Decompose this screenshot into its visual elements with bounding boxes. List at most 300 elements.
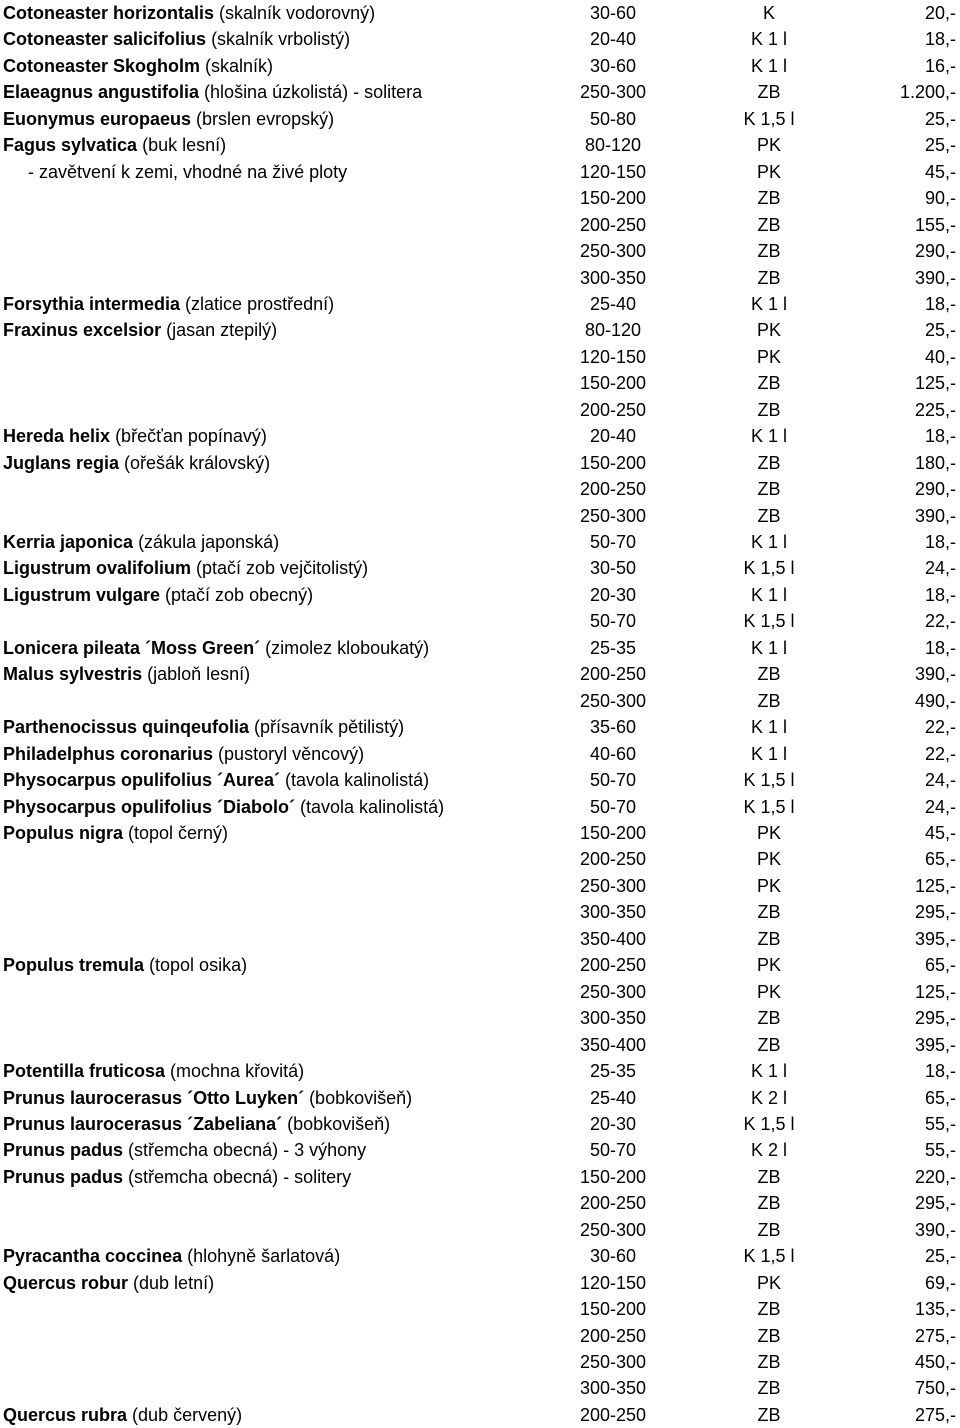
plant-price: 295,-	[914, 1193, 956, 1214]
plant-packaging: ZB	[757, 1404, 781, 1425]
plant-price: 390,-	[914, 505, 956, 526]
plant-packaging: PK	[756, 135, 781, 156]
plant-price: 22,-	[924, 717, 956, 738]
plant-price: 18,-	[924, 584, 956, 605]
plant-price: 55,-	[924, 1140, 956, 1161]
plant-size: 120-150	[579, 161, 647, 182]
plant-size: 350-400	[579, 1034, 647, 1055]
plant-packaging: PK	[756, 1272, 781, 1293]
plant-size: 30-60	[589, 55, 637, 76]
plant-name	[3, 767, 429, 793]
plant-size: 350-400	[579, 928, 647, 949]
plant-packaging: ZB	[757, 399, 781, 420]
price-row	[0, 1296, 960, 1322]
plant-price: 18,-	[924, 637, 956, 658]
plant-size: 300-350	[579, 1378, 647, 1399]
plant-size: 25-35	[589, 637, 637, 658]
price-row	[0, 899, 960, 925]
plant-price: 25,-	[924, 108, 956, 129]
plant-price: 18,-	[924, 1061, 956, 1081]
plant-size: 20-30	[589, 584, 637, 605]
plant-name	[3, 132, 226, 158]
plant-size: 250-300	[579, 981, 647, 1002]
plant-common-name: (bobkovišeň)	[282, 1113, 391, 1134]
plant-price: 25,-	[924, 1246, 956, 1267]
plant-common-name: (střemcha obecná) - 3 výhony	[123, 1140, 367, 1161]
plant-size: 120-150	[579, 1272, 647, 1293]
price-row	[0, 423, 960, 449]
plant-latin-name: Populus nigra	[3, 822, 124, 843]
plant-common-name: (mochna křovitá)	[165, 1061, 305, 1081]
plant-latin-name: Cotoneaster horizontalis	[3, 3, 215, 23]
plant-name	[3, 1058, 304, 1084]
plant-latin-name: Ligustrum vulgare	[3, 584, 161, 605]
plant-name	[3, 1402, 242, 1428]
price-row	[0, 820, 960, 846]
plant-name	[3, 582, 313, 608]
plant-price: 125,-	[914, 981, 956, 1002]
plant-price: 1.200,-	[899, 82, 956, 103]
plant-name	[3, 794, 444, 820]
price-row	[0, 1243, 960, 1269]
plant-latin-name: Cotoneaster salicifolius	[3, 29, 207, 50]
plant-common-name: - zavětvení k zemi, vhodné na živé ploty	[28, 161, 348, 182]
plant-price: 135,-	[914, 1299, 956, 1319]
price-row	[0, 979, 960, 1005]
plant-price: 395,-	[914, 1034, 956, 1055]
price-row	[0, 79, 960, 105]
plant-price: 25,-	[924, 135, 956, 156]
plant-size: 300-350	[579, 267, 647, 288]
plant-latin-name: Juglans regia	[3, 452, 120, 473]
plant-size: 200-250	[579, 1404, 647, 1425]
plant-packaging: K 1,5 l	[743, 796, 795, 817]
price-row	[0, 635, 960, 661]
plant-name	[3, 741, 364, 767]
price-row	[0, 1058, 960, 1084]
plant-packaging: K 1 l	[750, 29, 788, 50]
plant-name	[3, 0, 375, 26]
plant-price: 490,-	[914, 690, 956, 711]
plant-packaging: ZB	[757, 1193, 781, 1214]
price-row	[0, 582, 960, 608]
plant-latin-name: Quercus rubra	[3, 1404, 128, 1425]
plant-packaging: ZB	[757, 902, 781, 923]
plant-latin-name: Kerria japonica	[3, 532, 134, 552]
price-row	[0, 1137, 960, 1163]
plant-size: 200-250	[579, 1325, 647, 1346]
plant-latin-name: Ligustrum ovalifolium	[3, 558, 192, 579]
plant-name	[3, 1243, 340, 1269]
plant-size: 80-120	[584, 135, 642, 156]
plant-name	[3, 1085, 412, 1111]
plant-name	[3, 79, 422, 105]
plant-price: 45,-	[924, 161, 956, 182]
price-row	[0, 132, 960, 158]
plant-size: 200-250	[579, 955, 647, 976]
plant-latin-name: Cotoneaster Skogholm	[3, 55, 201, 76]
plant-size: 150-200	[579, 1166, 647, 1187]
plant-packaging: PK	[756, 346, 781, 367]
plant-packaging: ZB	[757, 267, 781, 288]
plant-name	[3, 423, 267, 449]
plant-size: 200-250	[579, 1193, 647, 1214]
plant-packaging: K 1,5 l	[743, 558, 795, 579]
plant-price: 69,-	[924, 1272, 956, 1293]
plant-packaging: ZB	[757, 690, 781, 711]
plant-latin-name: Lonicera pileata ´Moss Green´	[3, 637, 261, 658]
plant-common-name: (pustoryl věncový)	[213, 743, 365, 764]
plant-name	[3, 952, 247, 978]
plant-size: 40-60	[589, 743, 637, 764]
plant-latin-name: Hereda helix	[3, 426, 111, 447]
plant-latin-name: Quercus robur	[3, 1272, 129, 1293]
price-row	[0, 555, 960, 581]
plant-packaging: PK	[756, 955, 781, 976]
plant-latin-name: Forsythia intermedia	[3, 293, 181, 314]
price-row	[0, 1375, 960, 1401]
plant-size: 50-70	[589, 796, 637, 817]
price-row	[0, 794, 960, 820]
plant-size: 200-250	[579, 399, 647, 420]
plant-price: 18,-	[924, 29, 956, 50]
price-row	[0, 397, 960, 423]
price-row	[0, 1032, 960, 1058]
plant-packaging: ZB	[757, 373, 781, 394]
price-row	[0, 926, 960, 952]
price-row	[0, 476, 960, 502]
plant-price: 20,-	[924, 3, 956, 23]
plant-latin-name: Elaeagnus angustifolia	[3, 82, 200, 103]
plant-price: 390,-	[914, 1219, 956, 1240]
plant-common-name: (přísavník pětilistý)	[249, 717, 405, 738]
plant-price: 55,-	[924, 1113, 956, 1134]
price-row	[0, 952, 960, 978]
plant-packaging: ZB	[757, 1219, 781, 1240]
plant-common-name: (jasan ztepilý)	[161, 320, 278, 341]
plant-size: 30-60	[589, 3, 637, 23]
price-row	[0, 317, 960, 343]
plant-packaging: ZB	[757, 505, 781, 526]
plant-price: 25,-	[924, 320, 956, 341]
plant-latin-name: Parthenocissus quinqeufolia	[3, 717, 250, 738]
plant-common-name: (dub letní)	[128, 1272, 215, 1293]
plant-common-name: (ořešák královský)	[119, 452, 271, 473]
plant-packaging: K 1 l	[750, 532, 788, 552]
plant-size: 250-300	[579, 1219, 647, 1240]
plant-name	[3, 106, 334, 132]
plant-packaging: PK	[756, 875, 781, 896]
plant-size: 300-350	[579, 1008, 647, 1029]
plant-common-name: (jabloň lesní)	[142, 664, 251, 685]
plant-size: 30-60	[589, 1246, 637, 1267]
plant-packaging: ZB	[757, 664, 781, 685]
plant-size: 25-40	[589, 293, 637, 314]
plant-size: 200-250	[579, 479, 647, 500]
plant-latin-name: Prunus laurocerasus ´Zabeliana´	[3, 1113, 283, 1134]
plant-packaging: K 1 l	[750, 584, 788, 605]
price-row	[0, 1270, 960, 1296]
plant-size: 35-60	[589, 717, 637, 738]
plant-common-name: (střemcha obecná) - solitery	[123, 1166, 352, 1187]
plant-packaging: ZB	[757, 452, 781, 473]
plant-packaging: ZB	[757, 1352, 781, 1372]
plant-name	[3, 661, 250, 687]
plant-price: 225,-	[914, 399, 956, 420]
plant-price: 125,-	[914, 875, 956, 896]
plant-size: 20-30	[589, 1113, 637, 1134]
plant-name	[3, 1137, 366, 1163]
plant-common-name: (tavola kalinolistá)	[280, 770, 430, 790]
price-row	[0, 344, 960, 370]
plant-packaging: ZB	[757, 241, 781, 261]
plant-packaging: ZB	[757, 1034, 781, 1055]
plant-name	[3, 529, 279, 555]
plant-common-name: (zlatice prostřední)	[180, 293, 335, 314]
price-row	[0, 1111, 960, 1137]
plant-packaging: K 2 l	[750, 1140, 788, 1161]
plant-price: 155,-	[914, 214, 956, 235]
plant-price: 90,-	[924, 188, 956, 209]
plant-size: 25-35	[589, 1061, 637, 1081]
plant-size: 200-250	[579, 849, 647, 870]
plant-latin-name: Pyracantha coccinea	[3, 1246, 183, 1267]
plant-size: 150-200	[579, 822, 647, 843]
plant-common-name: (ptačí zob vejčitolistý)	[191, 558, 369, 579]
plant-name	[3, 635, 429, 661]
price-row	[0, 291, 960, 317]
plant-latin-name: Physocarpus opulifolius ´Aurea´	[3, 770, 281, 790]
plant-latin-name: Populus tremula	[3, 955, 145, 976]
plant-price: 24,-	[924, 770, 956, 790]
plant-packaging: K 1,5 l	[743, 108, 795, 129]
plant-latin-name: Prunus padus	[3, 1140, 124, 1161]
plant-packaging: ZB	[757, 1166, 781, 1187]
plant-size: 150-200	[579, 188, 647, 209]
plant-price: 180,-	[914, 452, 956, 473]
plant-price: 16,-	[924, 55, 956, 76]
plant-size: 150-200	[579, 452, 647, 473]
plant-size: 150-200	[579, 1299, 647, 1319]
plant-size: 50-70	[589, 532, 637, 552]
price-row	[0, 238, 960, 264]
price-row	[0, 688, 960, 714]
plant-packaging: PK	[756, 849, 781, 870]
plant-size: 25-40	[589, 1087, 637, 1108]
plant-size: 50-80	[589, 108, 637, 129]
plant-packaging: K 1,5 l	[743, 770, 795, 790]
plant-common-name: (topol černý)	[123, 822, 229, 843]
price-row	[0, 846, 960, 872]
plant-name	[3, 714, 404, 740]
plant-price: 275,-	[914, 1404, 956, 1425]
plant-latin-name: Philadelphus coronarius	[3, 743, 214, 764]
plant-common-name: (hlohyně šarlatová)	[182, 1246, 341, 1267]
plant-packaging: K 1,5 l	[743, 1113, 795, 1134]
plant-common-name: (zákula japonská)	[133, 532, 280, 552]
plant-packaging: K	[762, 3, 775, 23]
plant-price: 65,-	[924, 955, 956, 976]
plant-price: 18,-	[924, 532, 956, 552]
plant-size: 250-300	[579, 505, 647, 526]
plant-size: 50-70	[589, 770, 637, 790]
plant-size: 250-300	[579, 1352, 647, 1372]
price-row	[0, 1323, 960, 1349]
plant-size: 250-300	[579, 241, 647, 261]
price-row	[0, 741, 960, 767]
plant-price: 24,-	[924, 796, 956, 817]
plant-packaging: PK	[756, 981, 781, 1002]
price-row	[0, 503, 960, 529]
plant-price: 45,-	[924, 822, 956, 843]
plant-common-name: (topol osika)	[144, 955, 248, 976]
plant-price: 24,-	[924, 558, 956, 579]
price-row	[0, 53, 960, 79]
plant-common-name: (bobkovišeň)	[304, 1087, 413, 1108]
plant-packaging: PK	[756, 161, 781, 182]
plant-size: 250-300	[579, 82, 647, 103]
price-row	[0, 212, 960, 238]
plant-size: 120-150	[579, 346, 647, 367]
plant-common-name: (tavola kalinolistá)	[295, 796, 445, 817]
plant-common-name: (břečťan popínavý)	[110, 426, 267, 447]
plant-packaging: ZB	[757, 928, 781, 949]
plant-packaging: K 1,5 l	[743, 611, 795, 632]
plant-size: 250-300	[579, 690, 647, 711]
plant-name	[3, 1111, 390, 1137]
plant-size: 150-200	[579, 373, 647, 394]
price-row	[0, 1085, 960, 1111]
plant-common-name: (skalník)	[200, 55, 274, 76]
plant-price: 390,-	[914, 664, 956, 685]
plant-packaging: ZB	[757, 1008, 781, 1029]
price-row	[0, 1164, 960, 1190]
price-row	[0, 661, 960, 687]
price-row	[0, 767, 960, 793]
plant-common-name: (hlošina úzkolistá) - solitera	[199, 82, 423, 103]
plant-price: 65,-	[924, 849, 956, 870]
plant-name	[3, 26, 350, 52]
plant-size: 20-40	[589, 29, 637, 50]
plant-packaging: ZB	[757, 214, 781, 235]
price-row	[0, 529, 960, 555]
plant-price: 275,-	[914, 1325, 956, 1346]
plant-name	[3, 53, 273, 79]
price-row	[0, 159, 960, 185]
plant-price: 295,-	[914, 902, 956, 923]
price-row	[0, 0, 960, 26]
price-row	[0, 608, 960, 634]
plant-latin-name: Prunus padus	[3, 1166, 124, 1187]
price-row	[0, 1217, 960, 1243]
price-row	[0, 265, 960, 291]
plant-price: 390,-	[914, 267, 956, 288]
plant-size: 50-70	[589, 1140, 637, 1161]
plant-packaging: K 1 l	[750, 743, 788, 764]
plant-price: 40,-	[924, 346, 956, 367]
plant-name	[3, 317, 277, 343]
price-row	[0, 1349, 960, 1375]
plant-name	[3, 450, 270, 476]
plant-latin-name: Euonymus europaeus	[3, 108, 192, 129]
plant-name	[28, 159, 347, 185]
plant-packaging: ZB	[757, 1378, 781, 1399]
price-row	[0, 450, 960, 476]
plant-price: 65,-	[924, 1087, 956, 1108]
plant-latin-name: Prunus laurocerasus ´Otto Luyken´	[3, 1087, 305, 1108]
plant-size: 50-70	[589, 611, 637, 632]
plant-common-name: (skalník vrbolistý)	[206, 29, 351, 50]
plant-size: 300-350	[579, 902, 647, 923]
plant-packaging: PK	[756, 822, 781, 843]
plant-price: 22,-	[924, 611, 956, 632]
plant-packaging: ZB	[757, 188, 781, 209]
plant-size: 200-250	[579, 214, 647, 235]
plant-common-name: (brslen evropský)	[191, 108, 335, 129]
plant-price: 295,-	[914, 1008, 956, 1029]
plant-packaging: PK	[756, 320, 781, 341]
price-row	[0, 185, 960, 211]
plant-price: 220,-	[914, 1166, 956, 1187]
plant-latin-name: Potentilla fruticosa	[3, 1061, 166, 1081]
plant-price: 18,-	[924, 426, 956, 447]
plant-latin-name: Fagus sylvatica	[3, 135, 138, 156]
plant-packaging: ZB	[757, 82, 781, 103]
price-row	[0, 26, 960, 52]
plant-packaging: ZB	[757, 1299, 781, 1319]
plant-price: 750,-	[914, 1378, 956, 1399]
plant-packaging: K 1 l	[750, 1061, 788, 1081]
plant-packaging: K 2 l	[750, 1087, 788, 1108]
price-row	[0, 370, 960, 396]
plant-size: 200-250	[579, 664, 647, 685]
plant-common-name: (zimolez kloboukatý)	[260, 637, 430, 658]
plant-price: 22,-	[924, 743, 956, 764]
plant-name	[3, 820, 228, 846]
plant-common-name: (dub červený)	[127, 1404, 243, 1425]
plant-price: 125,-	[914, 373, 956, 394]
plant-price: 290,-	[914, 479, 956, 500]
price-row	[0, 106, 960, 132]
plant-packaging: ZB	[757, 479, 781, 500]
plant-name	[3, 291, 334, 317]
plant-price: 395,-	[914, 928, 956, 949]
plant-common-name: (ptačí zob obecný)	[160, 584, 314, 605]
plant-latin-name: Fraxinus excelsior	[3, 320, 162, 341]
plant-packaging: K 1,5 l	[743, 1246, 795, 1267]
price-row	[0, 873, 960, 899]
plant-size: 80-120	[584, 320, 642, 341]
plant-packaging: K 1 l	[750, 637, 788, 658]
plant-name	[3, 1164, 351, 1190]
plant-name	[3, 555, 368, 581]
price-row	[0, 1190, 960, 1216]
price-row	[0, 714, 960, 740]
plant-latin-name: Malus sylvestris	[3, 664, 143, 685]
plant-packaging: K 1 l	[750, 717, 788, 738]
plant-size: 250-300	[579, 875, 647, 896]
price-row	[0, 1402, 960, 1428]
plant-price: 18,-	[924, 293, 956, 314]
price-row	[0, 1005, 960, 1031]
plant-price: 450,-	[914, 1352, 956, 1372]
plant-size: 30-50	[589, 558, 637, 579]
plant-common-name: (buk lesní)	[137, 135, 227, 156]
plant-size: 20-40	[589, 426, 637, 447]
plant-name	[3, 1270, 214, 1296]
plant-packaging: K 1 l	[750, 55, 788, 76]
plant-latin-name: Physocarpus opulifolius ´Diabolo´	[3, 796, 296, 817]
